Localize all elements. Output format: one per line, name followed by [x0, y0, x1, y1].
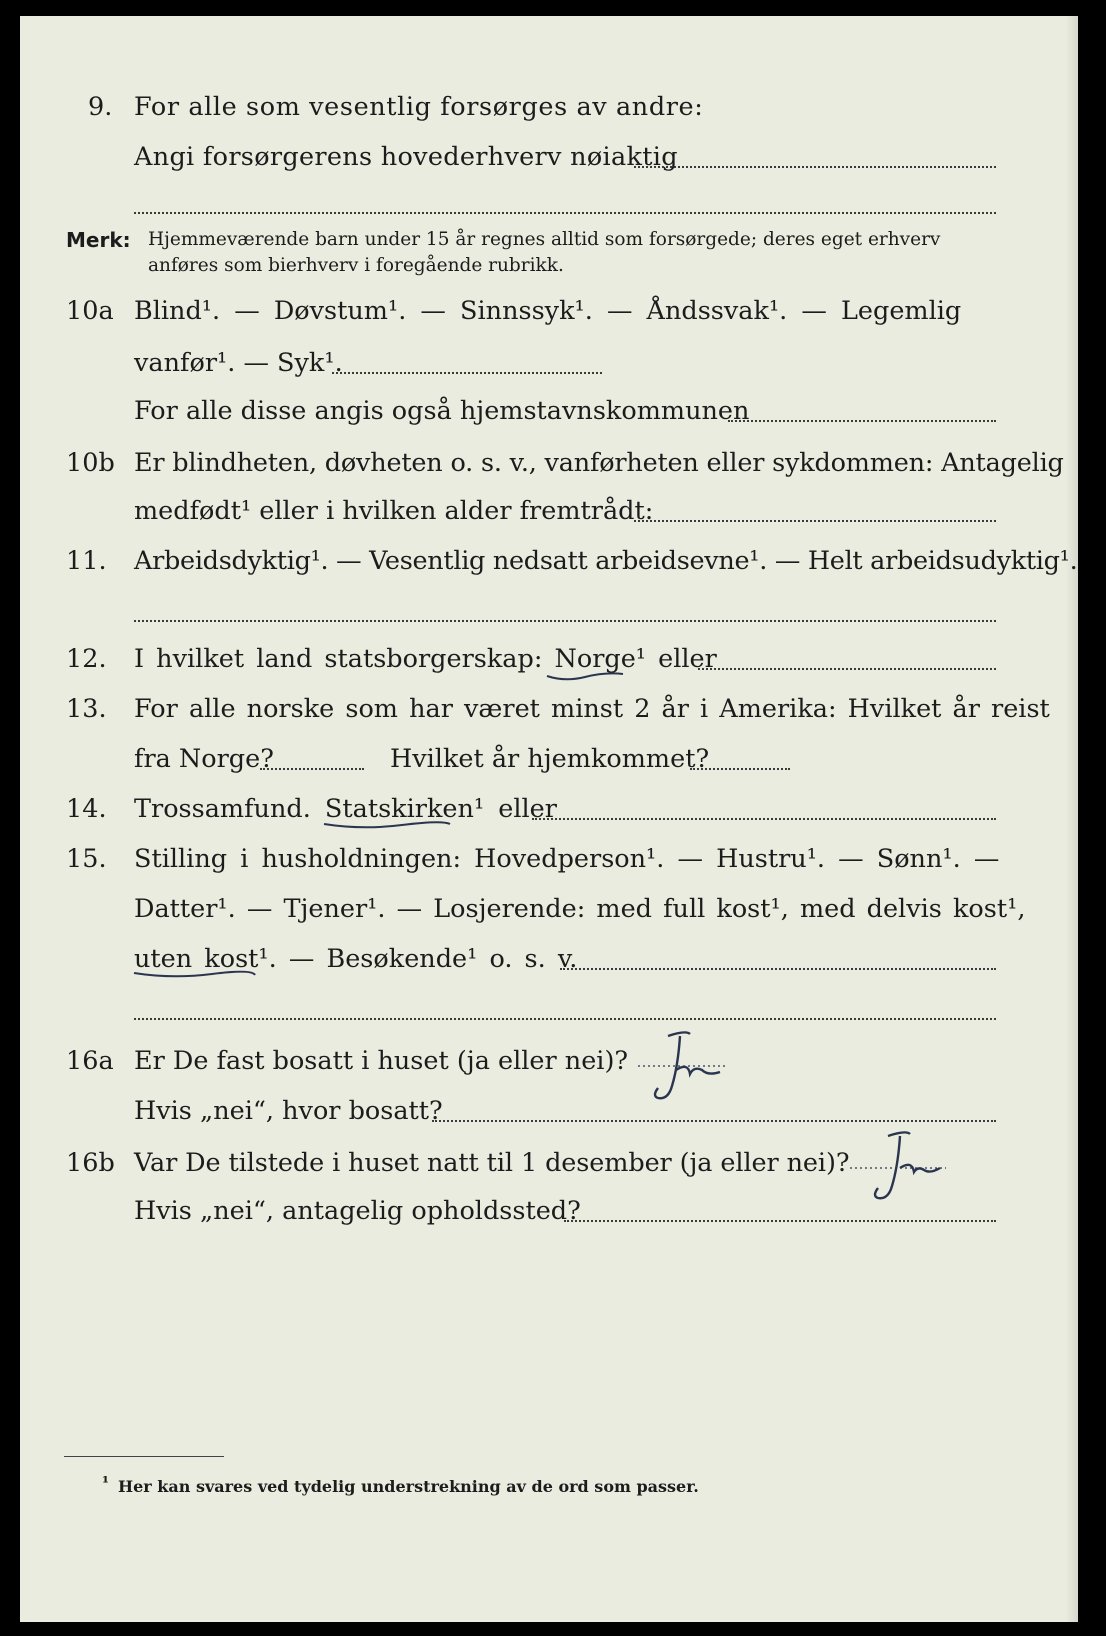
q15-line2: Datter¹. — Tjener¹. — Losjerende: med full kost¹, med delvis kost¹,	[134, 894, 1026, 924]
q16b-whereabouts-line[interactable]	[564, 1220, 996, 1222]
q16a-handwritten-answer	[628, 1026, 738, 1106]
q12-answer-line[interactable]	[698, 668, 996, 670]
q15-number: 15.	[66, 844, 107, 874]
q9-number: 9.	[88, 92, 113, 122]
merk-line1: Hjemmeværende barn under 15 år regnes alltid som forsørgede; deres eget erhverv	[148, 229, 941, 250]
q16b-handwritten-answer	[850, 1128, 960, 1208]
q10b-line2: medfødt¹ eller i hvilken alder fremtrådt:	[134, 496, 654, 526]
q15-answer-line[interactable]	[560, 968, 996, 970]
q14-line1: Trossamfund. Statskirken¹ eller	[134, 794, 557, 824]
q13-line2b: Hvilket år hjemkommet?	[390, 744, 710, 774]
footnote-text: Her kan svares ved tydelig understrekning av de ord som passer.	[118, 1477, 699, 1496]
q10b-answer-line[interactable]	[634, 520, 996, 522]
q9-answer-line-2[interactable]	[134, 212, 996, 214]
q11-line1: Arbeidsdyktig¹. — Vesentlig nedsatt arbeidsevne¹. — Helt arbeidsudyktig¹.	[134, 546, 1078, 576]
q10a-line1: Blind¹. — Døvstum¹. — Sinnssyk¹. — Åndssvak¹. — Legemlig	[134, 296, 962, 326]
q16a-line1: Er De fast bosatt i huset (ja eller nei)?	[134, 1046, 629, 1076]
uten-kost-underline-mark	[132, 968, 257, 982]
q15-line3: uten kost¹. — Besøkende¹ o. s. v.	[134, 944, 578, 974]
q9-line1: For alle som vesentlig forsørges av andre:	[134, 92, 704, 122]
q10b-line1: Er blindheten, døvheten o. s. v., vanførheten eller sykdommen: Antagelig	[134, 448, 1064, 478]
q10b-number: 10b	[66, 448, 115, 478]
footnote-mark: ¹	[102, 1473, 110, 1492]
q13-line1: For alle norske som har været minst 2 år i Amerika: Hvilket år reist	[134, 694, 1050, 724]
q13-year-left-line[interactable]	[260, 768, 364, 770]
q10a-line3: For alle disse angis også hjemstavnskommunen	[134, 396, 750, 426]
q16b-line1: Var De tilstede i huset natt til 1 desember (ja eller nei)?	[134, 1148, 850, 1178]
q15-answer-line-2[interactable]	[134, 1018, 996, 1020]
census-form-page	[20, 16, 1078, 1622]
q15-line1: Stilling i husholdningen: Hovedperson¹. — Hustru¹. — Sønn¹. —	[134, 844, 1000, 874]
q16a-residence-line[interactable]	[432, 1120, 996, 1122]
q12-number: 12.	[66, 644, 107, 674]
q13-year-returned-line[interactable]	[690, 768, 790, 770]
q14-number: 14.	[66, 794, 107, 824]
q16a-line2: Hvis „nei“, hvor bosatt?	[134, 1096, 443, 1126]
norge-underline-mark	[545, 668, 625, 684]
q16b-line2: Hvis „nei“, antagelig opholdssted?	[134, 1196, 581, 1226]
q14-answer-line[interactable]	[532, 818, 996, 820]
q16b-number: 16b	[66, 1148, 115, 1178]
q10a-line2: vanfør¹. — Syk¹.	[134, 348, 343, 378]
merk-label: Merk:	[66, 228, 131, 252]
q11-number: 11.	[66, 546, 107, 576]
q10a-number: 10a	[66, 296, 114, 326]
q11-answer-line[interactable]	[134, 620, 996, 622]
q10a-syk-line[interactable]	[332, 372, 602, 374]
footnote-rule	[64, 1456, 224, 1457]
q10a-home-municipality-line[interactable]	[728, 420, 996, 422]
q16a-number: 16a	[66, 1046, 114, 1076]
merk-line2: anføres som bierhverv i foregående rubrikk.	[148, 255, 564, 276]
q12-line1: I hvilket land statsborgerskap: Norge¹ eller	[134, 644, 717, 674]
q13-line2a: fra Norge?	[134, 744, 274, 774]
q13-number: 13.	[66, 694, 107, 724]
statskirken-underline-mark	[322, 818, 452, 832]
page-edge	[1066, 16, 1078, 1622]
q9-line2: Angi forsørgerens hovederhverv nøiaktig	[134, 142, 678, 172]
q9-answer-line[interactable]	[634, 166, 996, 168]
